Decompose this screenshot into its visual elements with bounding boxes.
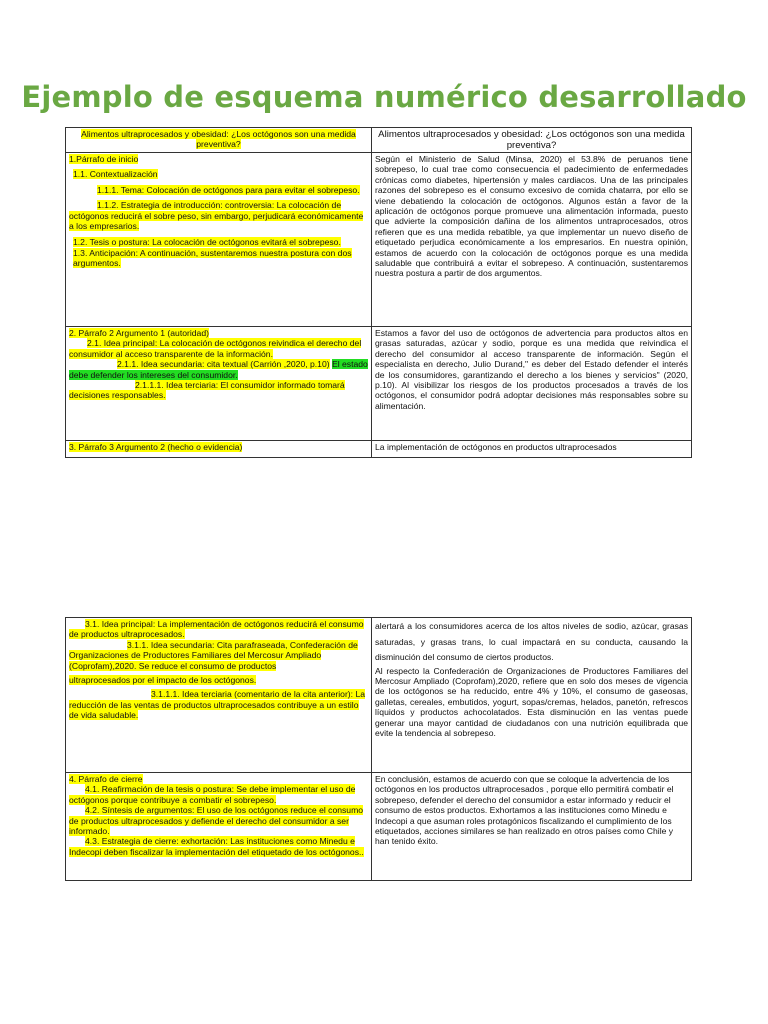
outline-item: 2.1. Idea principal: La colocación de octógonos reivindica el derecho del consumidor al acceso transparente de la información. <box>69 338 362 359</box>
outline-item: 1.1.1. Tema: Colocación de octógonos para para evitar el sobrepeso. <box>97 184 360 195</box>
outline-cell <box>66 153 372 327</box>
page-title: Ejemplo de esquema numérico desarrollado <box>21 80 747 114</box>
paragraph-cell <box>372 618 692 773</box>
outline-cell <box>66 327 372 441</box>
table-row <box>66 153 692 327</box>
paragraph-cell: La implementación de octógonos en productos ultraprocesados <box>372 441 692 458</box>
outline-item: 1.3. Anticipación: A continuación, sustentaremos nuestra postura con dos argumentos. <box>73 247 352 269</box>
highlighted-quote: El estado debe defender los intereses del consumidor. <box>69 359 368 380</box>
table-row <box>66 618 692 773</box>
paragraph-cell: En conclusión, estamos de acuerdo con que se coloque la advertencia de los octógonos en los productos ultraprocesados , porque ello permitirá combatir el sobrepeso, defender el derecho del consumidor a estar informado y reducir el consumo de estos productos. Exhortamos a las instituciones como Minedu e Indecopi a que asuman roles protagónicos fiscalizando el cumplimiento de los etiquetados, acciones similares se han realizado en otros países como Chile y han tenido éxito. <box>372 773 692 881</box>
outline-item: 1.1.2. Estrategia de introducción: controversia: La colocación de octógonos reducirá el sobre peso, sin embargo, perjudicará económicamente a los empresarios. <box>69 200 364 232</box>
outline-cell <box>66 441 372 458</box>
outline-table-2 <box>65 617 692 881</box>
outline-item: 3.1.1. Idea secundaria: Cita parafraseada, Confederación de Organizaciones de Productores Familiares del Mercosur Ampliado (Coprofam),2020. Se reduce el consumo de productos <box>69 639 358 671</box>
outline-item: 2.1.1. Idea secundaria: cita textual (Carrión ,2020, p.10) <box>117 359 330 370</box>
paragraph-cell: Estamos a favor del uso de octógonos de advertencia para productos altos en grasas saturadas, azúcar y sodio, porque es una medida que reivindica el derecho del consumidor al acceso transparente de información. Según el especialista en derecho, Julio Durand," es deber del Estado defender el interés de los consumidores, garantizando el derecho a los bienes y servicios" (2020, p.10). Al visibilizar los riesgos de los productos procesados a través de los octógonos, el consumidor podrá adoptar decisiones más responsables sobre su alimentación. <box>372 327 692 441</box>
header-left-text: Alimentos ultraprocesados y obesidad: ¿Los octógonos son una medida preventiva? <box>81 129 356 150</box>
outline-cell <box>66 618 372 773</box>
paragraph-part: alertará a los consumidores acerca de los altos niveles de sodio, azúcar, grasas saturadas, y grasas trans, lo cual impactará en su conducta, causando la disminución del consumo de ciertos productos. <box>375 621 688 662</box>
outline-item: 1.Párrafo de inicio <box>69 154 139 164</box>
outline-item: 4.1. Reafirmación de la tesis o postura: Se debe implementar el uso de octógonos porque contribuye a combatir el sobrepeso. <box>69 784 356 805</box>
paragraph-part: Al respecto la Confederación de Organizaciones de Productores Familiares del Mercosur Ampliado (Coprofam),2020, refiere que en solo dos meses de vigencia de los octógonos se ha reducido, entre 4% y 10%, el consumo de gaseosas, galletas, cereales, embutidos, yogurt, sopas/cremas, helados, panetón, refrescos líquidos y productos achocolatados. Esta disminución en las ventas puede generar una mayor cantidad de ciudadanos con una nutrición equilibrada que evite la tendencia al sobrepeso. <box>375 665 688 738</box>
outline-table-1 <box>65 127 692 458</box>
outline-item: 2.1.1.1. Idea terciaria: El consumidor informado tomará decisiones responsables. <box>69 380 345 401</box>
paragraph-cell: Según el Ministerio de Salud (Minsa, 2020) el 53.8% de peruanos tiene sobrepeso, lo cual trae como consecuencia el padecimiento de enfermedades crónicas como diabetes, hipertensión y males cardiacos. Una de las principales razones del sobrepeso es el consumo excesivo de comida chatarra, por ello se viene debatiendo la colocación de octógonos. Algunos están a favor de la aplicación de octógonos porque promueve una alimentación informada, puesto que advierte la composición dañina de los alimentos untraprocesados, otros refieren que es una medida rebatible, ya que implementar un nuevo diseño de etiquetado perjudica económicamente a los empresarios. En nuestra opinión, estamos de acuerdo con la colocación de octógonos porque es una medida saludable que contribuirá a evitar el sobrepeso. A continuación, sustentaremos nuestra postura a partir de dos argumentos. <box>372 153 692 327</box>
outline-item: ultraprocesados por el impacto de los octógonos. <box>69 675 257 686</box>
outline-cell <box>66 773 372 881</box>
outline-item: 3.1.1.1. Idea terciaria (comentario de la cita anterior): La reducción de las ventas de productos ultraprocesados contribuye a un estilo de vida saludable. <box>69 689 366 721</box>
outline-item: 4.3. Estrategia de cierre: exhortación: Las instituciones como Minedu e Indecopi deben fiscalizar la implementación del etiquetado de los octógonos.. <box>69 836 364 857</box>
header-right-cell: Alimentos ultraprocesados y obesidad: ¿Los octógonos son una medida preventiva? <box>372 128 692 153</box>
table-header-row <box>66 128 692 153</box>
table-row <box>66 327 692 441</box>
outline-item: 1.2. Tesis o postura: La colocación de octógonos evitará el sobrepeso. <box>73 237 341 248</box>
table-row <box>66 773 692 881</box>
outline-item: 1.1. Contextualización <box>73 169 158 180</box>
header-left-cell <box>66 128 372 153</box>
outline-item: 2. Párrafo 2 Argumento 1 (autoridad) <box>69 328 209 338</box>
outline-item: 3. Párrafo 3 Argumento 2 (hecho o evidencia) <box>69 442 243 452</box>
table-row <box>66 441 692 458</box>
outline-item: 3.1. Idea principal: La implementación de octógonos reducirá el consumo de productos ultraprocesados. <box>69 619 364 640</box>
outline-item: 4. Párrafo de cierre <box>69 774 143 784</box>
outline-item: 4.2. Síntesis de argumentos: El uso de los octógonos reduce el consumo de productos ultraprocesados y defiende el derecho del consumidor a ser informado. <box>69 805 364 837</box>
